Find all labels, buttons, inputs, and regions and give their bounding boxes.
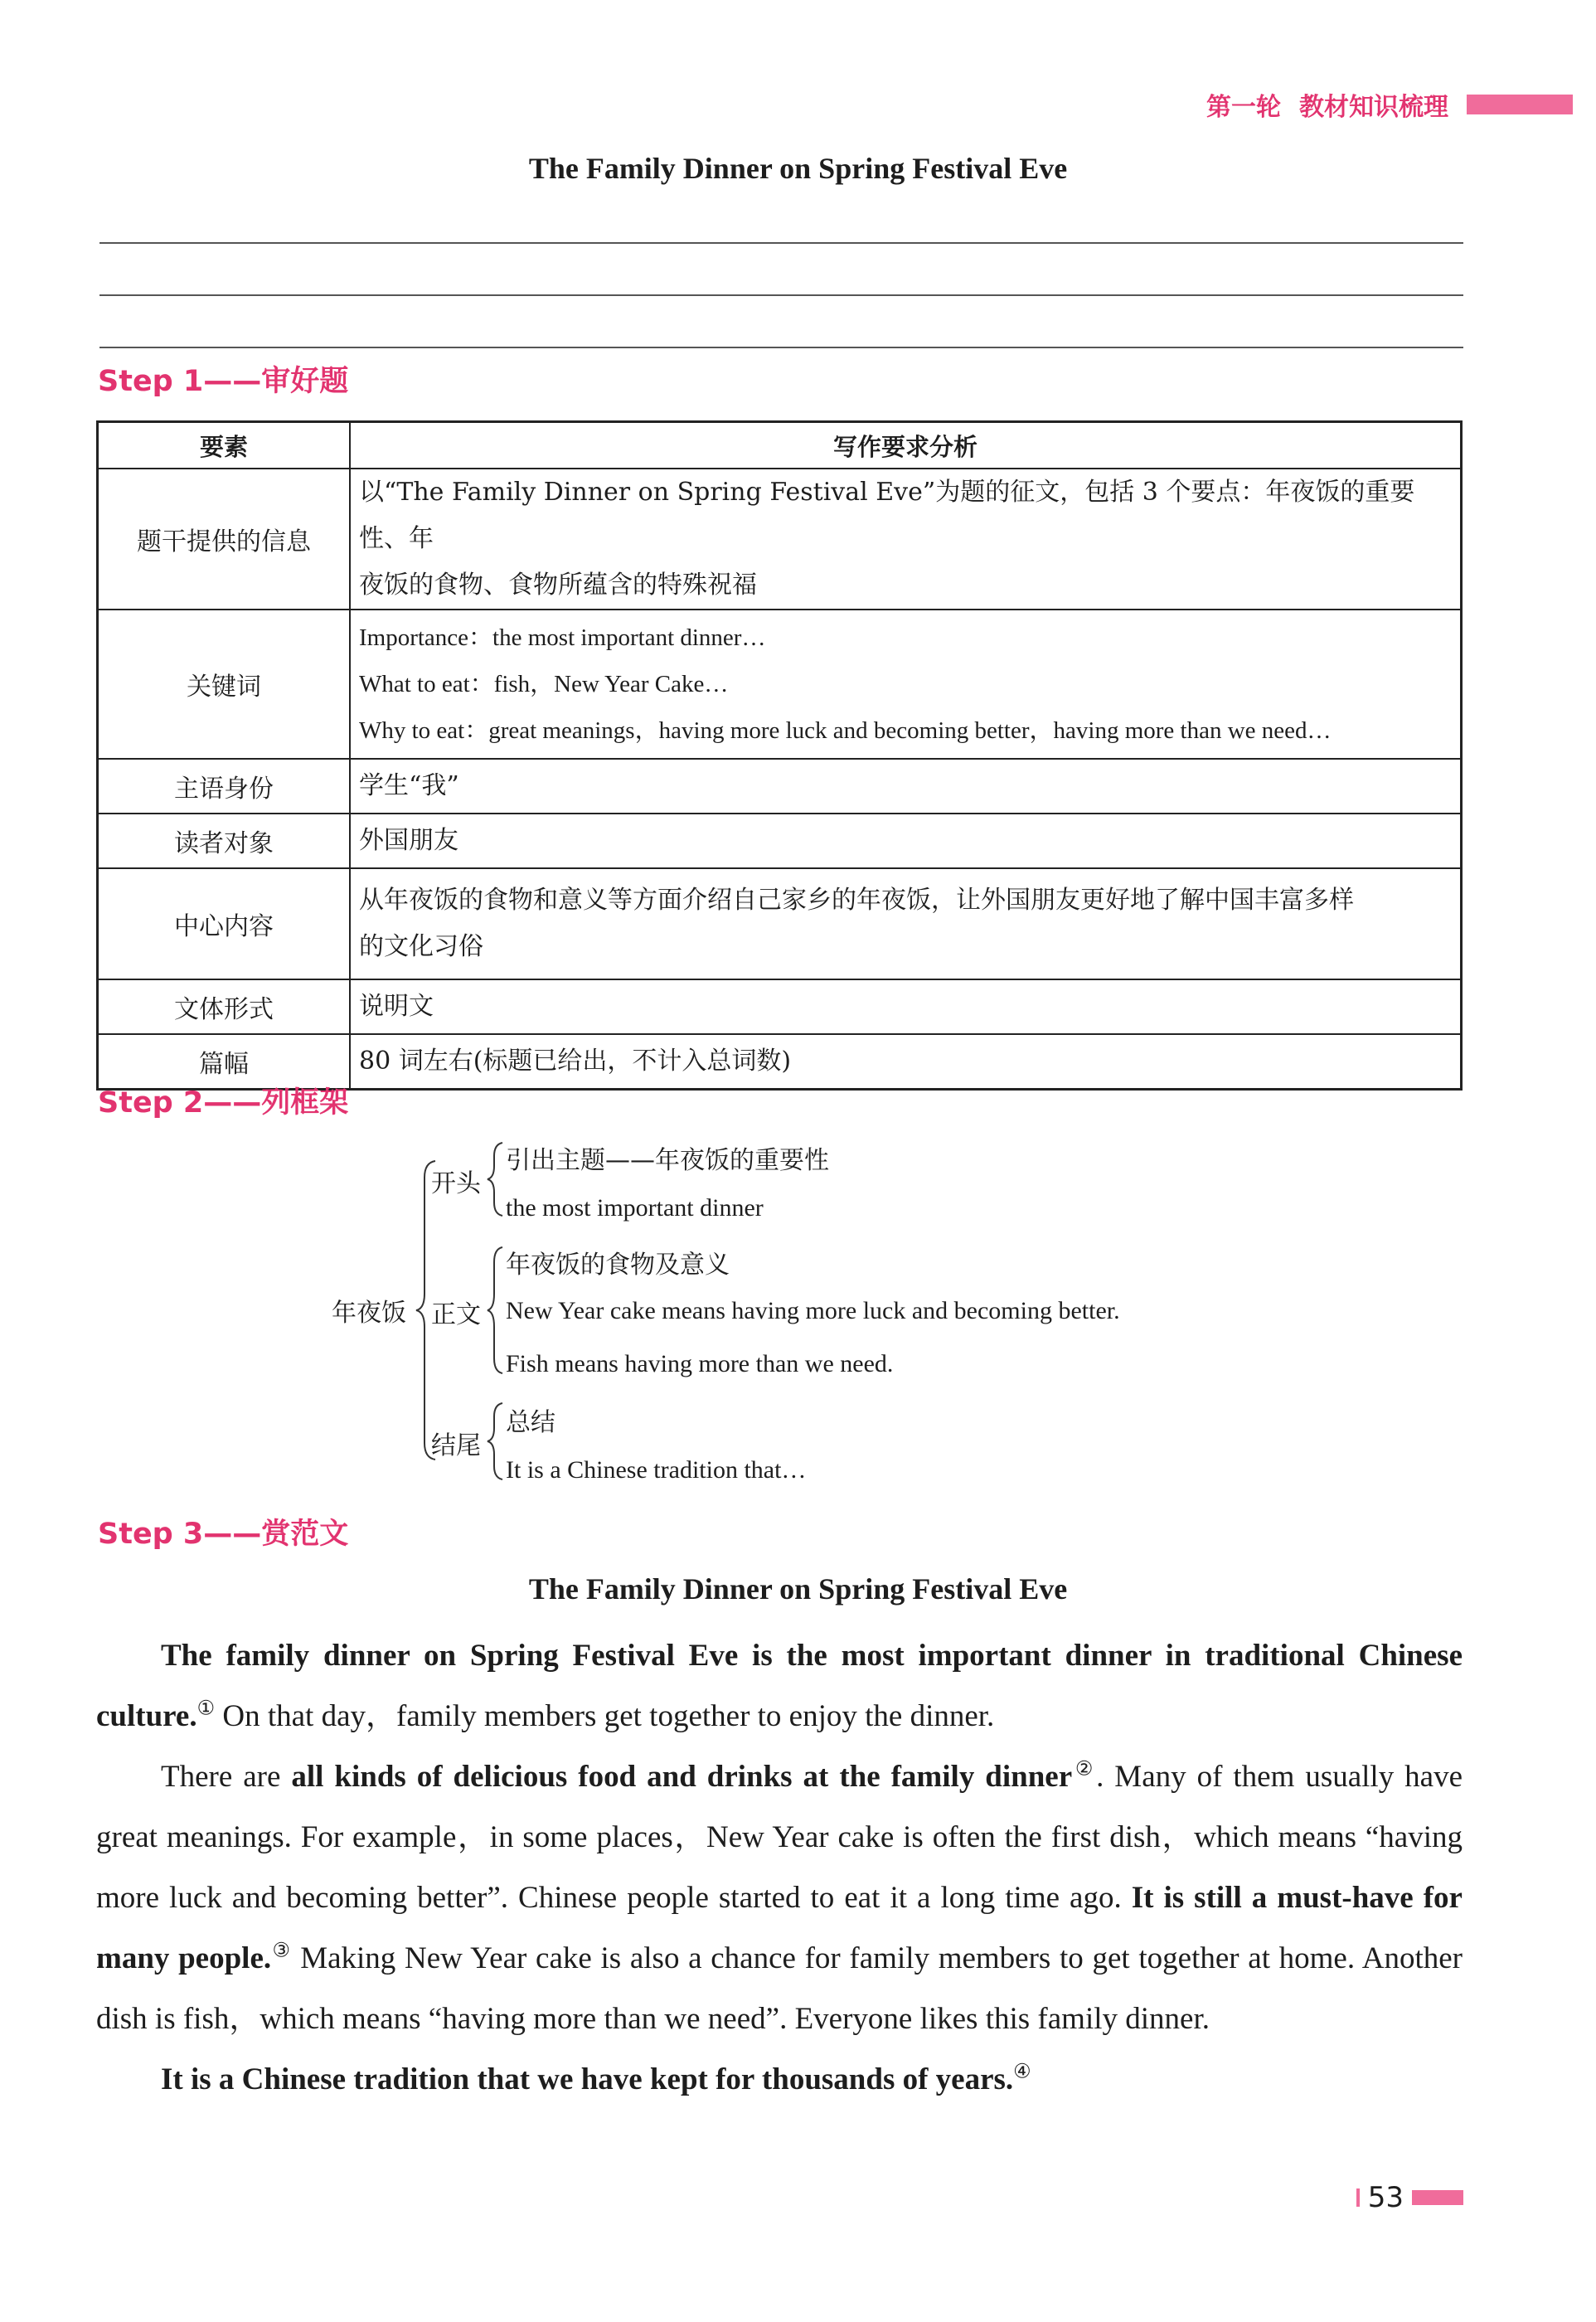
header-topic: 教材知识梳理	[1299, 93, 1448, 122]
table-head-value: 写作要求分析	[350, 422, 1462, 469]
outline-item: New Year cake means having more luck and becoming better.	[506, 1297, 1120, 1324]
ending-brace	[488, 1403, 502, 1479]
outline-item: 年夜饭的食物及意义	[506, 1251, 730, 1280]
note-marker: ③	[271, 1940, 292, 1962]
outline-ending-label: 结尾	[431, 1431, 481, 1460]
step-2-heading: Step 2——列框架	[98, 1086, 349, 1120]
row-line: 说明文	[359, 992, 434, 1021]
essay-text: Making New Year cake is also a chance for family members to get together at home. Another dish is fish，which means “having more than we need”. Everyone likes this family dinner.	[96, 1941, 1463, 2036]
row-line: 80 词左右(标题已给出，不计入总词数)	[359, 1046, 792, 1076]
row-key: 题干提供的信息	[98, 469, 351, 610]
row-line: 外国朋友	[359, 826, 458, 855]
row-line: 的文化习俗	[359, 932, 483, 961]
outline-root: 年夜饭	[332, 1299, 406, 1328]
essay-text: On that day，family members get together to enjoy the dinner.	[215, 1699, 995, 1733]
outline-item: 引出主题——年夜饭的重要性	[506, 1146, 829, 1175]
essay-paragraph-3	[96, 2049, 1463, 2110]
row-key: 文体形式	[98, 979, 351, 1034]
step-1-heading: Step 1——审好题	[98, 365, 349, 398]
note-marker: ②	[1072, 1758, 1097, 1780]
outline-opening-label: 开头	[431, 1169, 481, 1198]
outline-item: Fish means having more than we need.	[506, 1350, 894, 1377]
row-key: 关键词	[98, 610, 351, 759]
essay-text: . Many of them usually have great meanings. For example，in some places，New Year cake is often the first dish，which means “having more luck and becoming better”. Chinese people started to eat it a long time ago.	[96, 1760, 1463, 1915]
outline-item: the most important dinner	[506, 1194, 764, 1222]
header-section: 第一轮	[1206, 93, 1281, 122]
note-marker: ①	[196, 1698, 216, 1720]
table-head-key: 要素	[98, 422, 351, 469]
page-number	[1356, 2181, 1463, 2214]
row-line: Why to eat：great meanings，having more luck and becoming better，having more than we need…	[359, 717, 1332, 744]
row-key: 篇幅	[98, 1034, 351, 1089]
key-sentence: It is still a must-have for many people.	[96, 1881, 1463, 1975]
body-brace	[488, 1247, 502, 1373]
row-line: Importance：the most important dinner…	[359, 624, 766, 651]
writing-title: The Family Dinner on Spring Festival Eve	[528, 152, 1068, 185]
key-sentence: It is a Chinese tradition that we have kept for thousands of years.	[161, 2062, 1014, 2096]
row-key: 主语身份	[98, 759, 351, 814]
page-number-tick	[1356, 2188, 1360, 2207]
page-number-text: 53	[1367, 2181, 1404, 2214]
note-marker: ④	[1013, 2061, 1031, 2083]
essay-text: There are	[161, 1760, 292, 1794]
key-sentence: The family dinner on Spring Festival Eve is the most important dinner in traditional Chinese culture.	[96, 1639, 1463, 1733]
row-key: 读者对象	[98, 814, 351, 868]
row-key: 中心内容	[98, 868, 351, 979]
row-line: 学生“我”	[359, 771, 459, 800]
outline-item: It is a Chinese tradition that…	[506, 1456, 807, 1484]
key-phrase: all kinds of delicious food and drinks at the family dinner	[291, 1760, 1073, 1794]
opening-brace	[488, 1143, 502, 1216]
essay-title: The Family Dinner on Spring Festival Eve	[528, 1572, 1068, 1605]
essay-paragraph-1	[96, 1625, 1463, 1746]
row-line: What to eat：fish，New Year Cake…	[359, 671, 729, 697]
row-line: 从年夜饭的食物和意义等方面介绍自己家乡的年夜饭，让外国朋友更好地了解中国丰富多样	[359, 886, 1354, 915]
row-line: 以“The Family Dinner on Spring Festival Eve”为题的征文，包括 3 个要点：年夜饭的重要性、年	[359, 478, 1415, 553]
essay-paragraph-2	[96, 1746, 1463, 2049]
row-line: 夜饭的食物、食物所蕴含的特殊祝福	[359, 571, 757, 600]
outline-item: 总结	[506, 1408, 555, 1437]
step-3-heading: Step 3——赏范文	[98, 1518, 349, 1551]
page-number-bar	[1412, 2190, 1463, 2205]
outline-body-label: 正文	[431, 1300, 481, 1329]
model-essay	[96, 1625, 1463, 2110]
